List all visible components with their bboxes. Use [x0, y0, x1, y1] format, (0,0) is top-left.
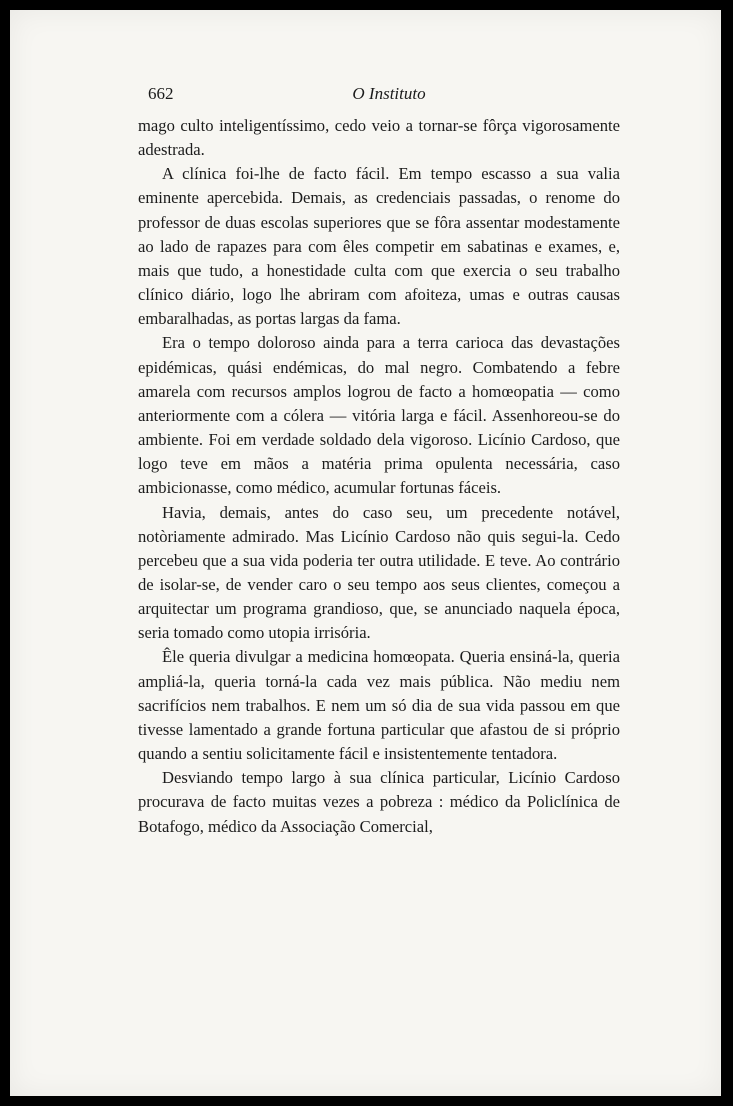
page-number: 662	[148, 84, 174, 103]
paragraph: A clínica foi-lhe de facto fácil. Em tempo escasso a sua valia eminente apercebida. Demais, as credenciais passadas, o renome do professor de duas escolas superiores que se fôra assentar modestamente ao lado de rapazes para com êles competir em sabatinas e exames, e, mais que tudo, a honestidade culta com que exercia o seu trabalho clínico diário, logo lhe abriram com afoiteza, umas e outras causas embaralhadas, as portas largas da fama.	[138, 164, 620, 329]
body-text	[138, 114, 620, 839]
paragraph: Desviando tempo largo à sua clínica particular, Licínio Cardoso procurava de facto muitas vezes a pobreza : médico da Policlínica de Botafogo, médico da Associação Comercial,	[138, 768, 620, 836]
paragraph: Era o tempo doloroso ainda para a terra carioca das devastações epidémicas, quási endémicas, do mal negro. Combatendo a febre amarela com recursos amplos logrou de facto a homœopatia — como anteriormente com a cólera — vitória larga e fácil. Assenhoreou-se do ambiente. Foi em verdade soldado dela vigoroso. Licínio Cardoso, que logo teve em mãos a matéria prima opulenta necessária, caso ambicionasse, como médico, acumular fortunas fáceis.	[138, 333, 620, 498]
page-header	[148, 84, 630, 108]
paragraph: Havia, demais, antes do caso seu, um precedente notável, notòriamente admirado. Mas Licínio Cardoso não quis segui-la. Cedo percebeu que a sua vida poderia ter outra utilidade. E teve. Ao contrário de isolar-se, de vender caro o seu tempo aos seus clientes, começou a arquitectar um programa grandioso, que, se anunciado naquela época, seria tomado como utopia irrisória.	[138, 502, 620, 643]
paragraph: Êle queria divulgar a medicina homœopata. Queria ensiná-la, queria ampliá-la, queria torná-la cada vez mais pública. Não mediu nem sacrifícios nem trabalhos. E nem um só dia de sua vida passou em que tivesse lamentado a grande fortuna particular que afastou de si próprio quando a sentiu solicitamente fácil e insistentemente tentadora.	[138, 647, 620, 764]
paragraph-continued: mago culto inteligentíssimo, cedo veio a tornar-se fôrça vigorosamente adestrada.	[138, 116, 620, 160]
running-title: O Instituto	[352, 84, 426, 103]
